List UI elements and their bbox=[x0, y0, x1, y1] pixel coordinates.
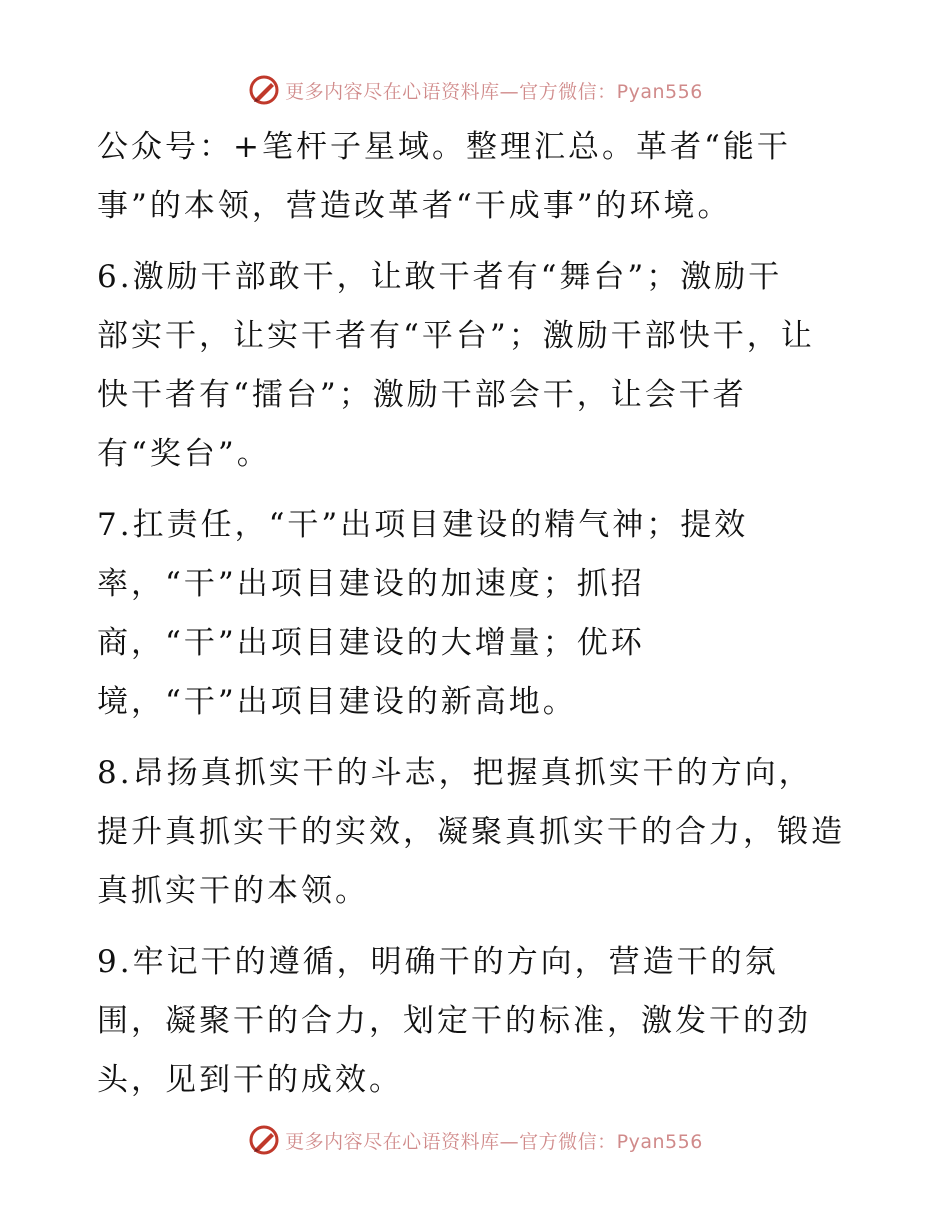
paragraph-8 bbox=[97, 744, 877, 921]
text-line: 商，“干”出项目建设的大增量；优环 bbox=[97, 625, 645, 661]
footer-watermark bbox=[0, 1120, 950, 1160]
text-line: 头，见到干的成效。 bbox=[97, 1062, 403, 1098]
pen-logo-icon bbox=[247, 73, 281, 107]
text-line: 8.昂扬真抓实干的斗志，把握真抓实干的方向， bbox=[97, 755, 813, 791]
text-line: 公众号：+笔杆子星域。整理汇总。革者“能干 bbox=[97, 129, 791, 165]
text-line: 快干者有“擂台”；激励干部会干，让会干者 bbox=[97, 377, 747, 413]
document-body bbox=[97, 118, 877, 1110]
watermark-text: 更多内容尽在心语资料库—官方微信：Pyan556 bbox=[285, 80, 703, 103]
text-line: 境，“干”出项目建设的新高地。 bbox=[97, 684, 577, 720]
text-line: 率，“干”出项目建设的加速度；抓招 bbox=[97, 566, 645, 602]
text-line: 部实干，让实干者有“平台”；激励干部快干，让 bbox=[97, 318, 815, 354]
text-line: 6.激励干部敢干，让敢干者有“舞台”；激励干 bbox=[97, 259, 783, 295]
header-watermark bbox=[0, 70, 950, 110]
text-line: 事”的本领，营造改革者“干成事”的环境。 bbox=[97, 188, 732, 224]
text-line: 提升真抓实干的实效，凝聚真抓实干的合力，锻造 bbox=[97, 814, 845, 850]
paragraph-7 bbox=[97, 496, 877, 732]
text-line: 真抓实干的本领。 bbox=[97, 873, 369, 909]
text-line: 9.牢记干的遵循，明确干的方向，营造干的氛 bbox=[97, 944, 779, 980]
text-line: 有“奖台”。 bbox=[97, 436, 271, 472]
paragraph-5-continued bbox=[97, 118, 877, 236]
text-line: 围，凝聚干的合力，划定干的标准，激发干的劲 bbox=[97, 1003, 811, 1039]
text-line: 7.扛责任，“干”出项目建设的精气神；提效 bbox=[97, 507, 749, 543]
paragraph-6 bbox=[97, 248, 877, 484]
pen-logo-icon bbox=[247, 1123, 281, 1157]
paragraph-9 bbox=[97, 933, 877, 1110]
watermark-text: 更多内容尽在心语资料库—官方微信：Pyan556 bbox=[285, 1130, 703, 1153]
